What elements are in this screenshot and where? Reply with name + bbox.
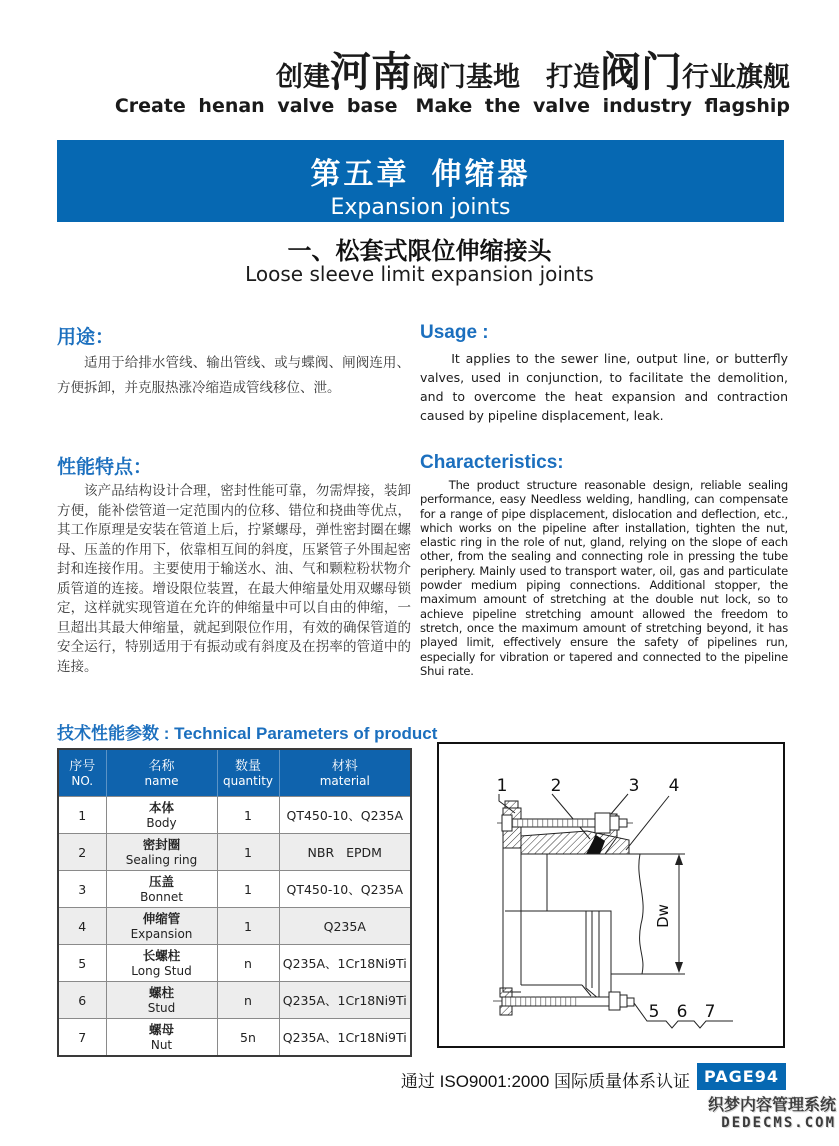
characteristics-body-cn: 该产品结构设计合理，密封性能可靠，勿需焊接，装卸方便，能补偿管道一定范围内的位移、错位和挠曲等优点，其工作原理是安装在管道上后，拧紧螺母，弹性密封圈在螺母、压盖的作用下，依靠相互间的斜度，压紧管子外围起密封和连接作用。主要使用于输送水、油、气和颗粒粉状物介质管道的连接。增设限位装置，在最大伸缩量处用双螺母锁定，这样就实现管道在允许的伸缩量中可以自由的伸缩，一旦超出其最大伸缩量，就起到限位作用，有效的确保管道的安全运行，特别适用于有振动或有斜度及在拐率的管道中的连接。 [57,483,411,674]
table-title: 技术性能参数 : Technical Parameters of product [57,724,438,743]
part-name-cn: 长螺柱 [142,948,181,963]
chapter-banner [57,140,784,222]
cell-qty: n [217,945,279,982]
part-name-en: Expansion [130,926,193,941]
callout-2: 2 [550,776,562,796]
part-name-en: Body [146,815,177,830]
usage-body-en: It applies to the sewer line, output line, or butterfly valves, used in conjunction, to facilitate the demolition, and to overcome the heat expansion and contraction caused by pipeline displacement, leak. [420,351,788,423]
cell-qty: n [217,982,279,1019]
chapter-subject: 伸缩器 [431,158,531,191]
parameters-table [57,748,412,1057]
usage-body-cn: 适用于给排水管线、输出管线、或与蝶阀、闸阀连用、方便拆卸，并克服热涨冷缩造成管线移位、泄。 [57,355,410,395]
cell-no: 6 [58,982,106,1019]
table-row [58,1019,411,1057]
cell-name [106,834,217,871]
cell-no: 3 [58,871,106,908]
part-name-cn: 螺柱 [148,985,174,1000]
header-cn-part: 创建 [276,62,330,92]
table-row [58,834,411,871]
part-name-cn: 密封圈 [142,837,181,852]
chapter-title-cn [57,140,784,193]
cell-no: 5 [58,945,106,982]
cell-name [106,871,217,908]
part-name-cn: 本体 [148,800,174,815]
cell-material: Q235A、1Cr18Ni9Ti [279,945,411,982]
cell-name [106,797,217,834]
part-name-en: Stud [147,1000,176,1015]
watermark-cn: 织梦内容管理系统 [707,1097,836,1114]
header-cn-part: 打造 [546,62,600,92]
header-cn-part: 行业旗舰 [682,62,790,92]
product-title-cn: 一、松套式限位伸缩接头 [287,238,552,265]
characteristics-heading-cn: 性能特点： [57,457,153,478]
col-header-no-cn: 序号 [69,757,96,773]
cms-watermark [708,1097,836,1132]
col-header-name [106,749,217,797]
part-name-cn: 压盖 [148,874,174,889]
header-slogan-cn [115,49,790,95]
characteristics-heading-en: Characteristics: [420,452,564,473]
col-header-mat [279,749,411,797]
part-name-cn: 伸缩管 [142,911,181,926]
table-row [58,945,411,982]
cell-material: Q235A、1Cr18Ni9Ti [279,1019,411,1057]
cell-no: 2 [58,834,106,871]
col-header-name-cn: 名称 [148,757,175,773]
callout-4: 4 [668,776,680,796]
col-header-qty-cn: 数量 [234,757,261,773]
header-cn-part: 阀门基地 [412,62,520,92]
part-name-en: Long Stud [131,963,192,978]
col-header-no-en: NO. [71,773,94,788]
cell-qty: 1 [217,871,279,908]
cell-name [106,1019,217,1057]
col-header-mat-en: material [319,773,370,788]
usage-heading-en: Usage : [420,322,489,343]
product-title-en: Loose sleeve limit expansion joints [245,262,594,286]
expansion-joint-diagram [437,742,785,1048]
callout-5: 5 [648,1002,660,1022]
characteristics-body-en: The product structure reasonable design, reliable sealing performance, easy Needless welding, handling, can compensate for a range of pipe displacement, dislocation and deflection, etc., which works on the pipeline after installation, tighten the nut, elastic ring in the role of nut, gland, relying on the slope of each other, from the sealing and connecting role in pressing the tube periphery. Mainly used to transport water, oil, gas and particulate powder medium piping connections. Additional stopper, the maximum amount of stretching at the double nut lock, so to achieve pipeline stretching amount allowed the freedom to stretch, once the maximum amount of stretching beyond, it has played limit, effectively ensure the safety of pipelines run, especially for vibration or tapered and connected to the pipeline Shui rate. [420,478,788,678]
chapter-title-en: Expansion joints [330,195,511,220]
col-header-qty-en: quantity [222,773,274,788]
cell-qty: 1 [217,797,279,834]
page-number-badge: PAGE94 [697,1063,786,1090]
cell-name [106,982,217,1019]
cell-material: QT450-10、Q235A [279,797,411,834]
iso-certification-text: 通过 ISO9001:2000 国际质量体系认证 [400,1072,690,1091]
table-row [58,797,411,834]
header-cn-part: 河南 [330,49,412,95]
col-header-name-en: name [144,773,179,788]
cell-no: 1 [58,797,106,834]
cell-name [106,945,217,982]
cell-name [106,908,217,945]
cell-no: 4 [58,908,106,945]
page-header [114,49,790,117]
cell-material: Q235A [279,908,411,945]
table-row [58,908,411,945]
watermark-en: DEDECMS.COM [721,1115,836,1131]
header-slogan-en [115,95,790,117]
part-name-cn: 螺母 [148,1022,174,1037]
table-row [58,982,411,1019]
dimension-label-dw: Dw [654,904,672,928]
table-header-row [58,749,411,797]
cell-qty: 1 [217,834,279,871]
cell-material: QT450-10、Q235A [279,871,411,908]
header-en-right: Make the valve industry flagship [415,95,790,117]
part-name-en: Sealing ring [125,852,198,867]
cell-qty: 5n [217,1019,279,1057]
callout-7: 7 [704,1002,716,1022]
usage-heading-cn: 用途： [57,327,115,348]
callout-1: 1 [496,776,508,796]
header-en-left: Create henan valve base [114,95,398,117]
cell-material: NBR EPDM [279,834,411,871]
part-name-en: Bonnet [140,889,183,904]
chapter-number: 第五章 [310,158,410,191]
cell-qty: 1 [217,908,279,945]
header-cn-part: 阀门 [600,49,682,95]
cell-no: 7 [58,1019,106,1057]
col-header-no [58,749,106,797]
cell-material: Q235A、1Cr18Ni9Ti [279,982,411,1019]
table-row [58,871,411,908]
cross-section-drawing-icon [439,744,783,1046]
callout-3: 3 [628,776,640,796]
col-header-mat-cn: 材料 [331,757,358,773]
col-header-qty [217,749,279,797]
part-name-en: Nut [150,1037,173,1052]
callout-6: 6 [676,1002,688,1022]
